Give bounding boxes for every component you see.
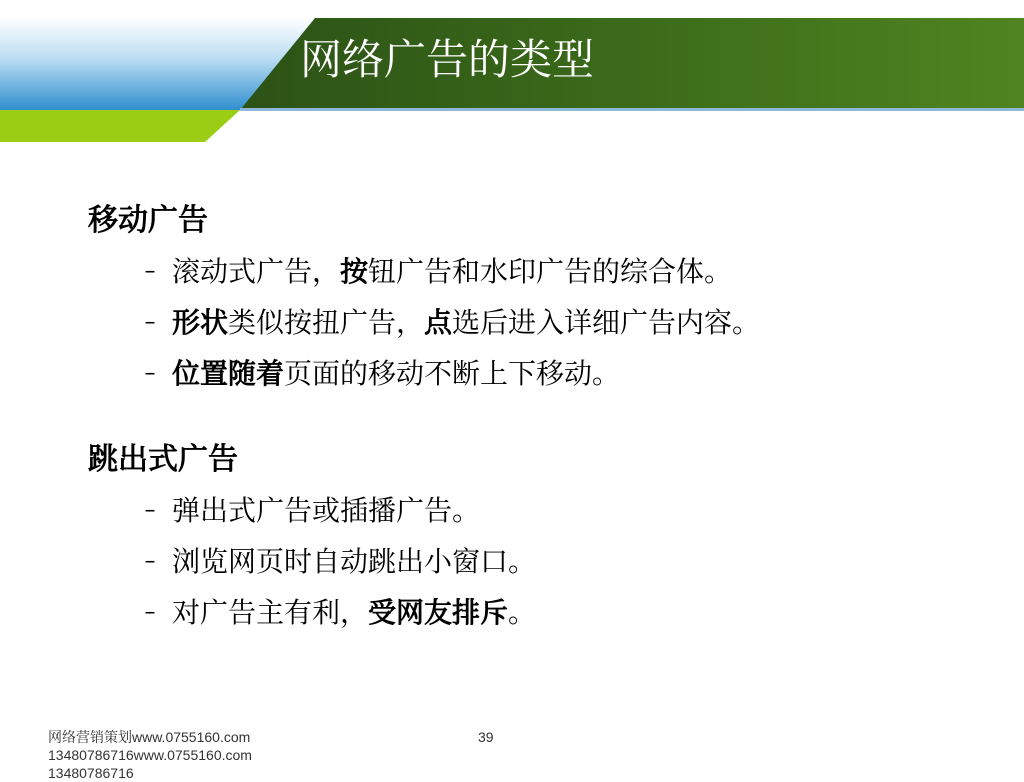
bullet-item bbox=[88, 587, 988, 638]
bold-text-run: 形状 bbox=[172, 306, 229, 339]
bullet-item bbox=[88, 246, 988, 297]
dash-bullet-icon: – bbox=[144, 361, 156, 386]
bold-text-run: 移 bbox=[88, 203, 118, 238]
section-heading bbox=[88, 437, 988, 483]
text-run: 。 bbox=[508, 596, 537, 629]
bullet-item bbox=[88, 536, 988, 587]
bold-text-run: 跳出式广告 bbox=[88, 442, 238, 477]
footer-line: 13480786716 bbox=[48, 765, 134, 781]
bold-text-run: 位置随着 bbox=[172, 357, 285, 390]
dash-bullet-icon: – bbox=[144, 549, 156, 574]
dash-bullet-icon: – bbox=[144, 259, 156, 284]
slide-title: 网络广告的类型 bbox=[300, 35, 595, 84]
bullet-item bbox=[88, 348, 988, 399]
dash-bullet-icon: – bbox=[144, 600, 156, 625]
ad-type-section bbox=[88, 198, 988, 399]
text-run: 浏览网页时自动跳出小窗口。 bbox=[172, 545, 537, 578]
dash-bullet-icon: – bbox=[144, 498, 156, 523]
text-run: 钮广告和水印广告的综合体。 bbox=[368, 255, 733, 288]
footer-line: 13480786716www.0755160.com bbox=[48, 747, 252, 763]
text-run: 对广告主有利， bbox=[172, 596, 369, 629]
footer-line: 网络营销策划www.0755160.com bbox=[48, 729, 251, 745]
bullet-item bbox=[88, 485, 988, 536]
bold-text-run: 点 bbox=[424, 306, 453, 339]
text-run: 弹出式广告或插播广告。 bbox=[172, 494, 481, 527]
text-run: 动广告 bbox=[118, 203, 208, 238]
slide-content bbox=[88, 198, 988, 676]
section-heading bbox=[88, 198, 988, 244]
text-run: 类似按扭广告， bbox=[228, 306, 425, 339]
bullet-item bbox=[88, 297, 988, 348]
ad-type-section bbox=[88, 437, 988, 638]
page-number: 39 bbox=[478, 729, 494, 745]
dash-bullet-icon: – bbox=[144, 310, 156, 335]
text-run: 滚动式广告， bbox=[172, 255, 341, 288]
header-lime-band bbox=[0, 110, 240, 142]
text-run: 选后进入详细广告内容。 bbox=[452, 306, 761, 339]
footer-contact bbox=[48, 728, 252, 782]
bold-text-run: 按 bbox=[340, 255, 369, 288]
text-run: 页面的移动不断上下移动。 bbox=[284, 357, 621, 390]
slide-header bbox=[0, 0, 1024, 145]
bold-text-run: 受网友排斥 bbox=[368, 596, 509, 629]
